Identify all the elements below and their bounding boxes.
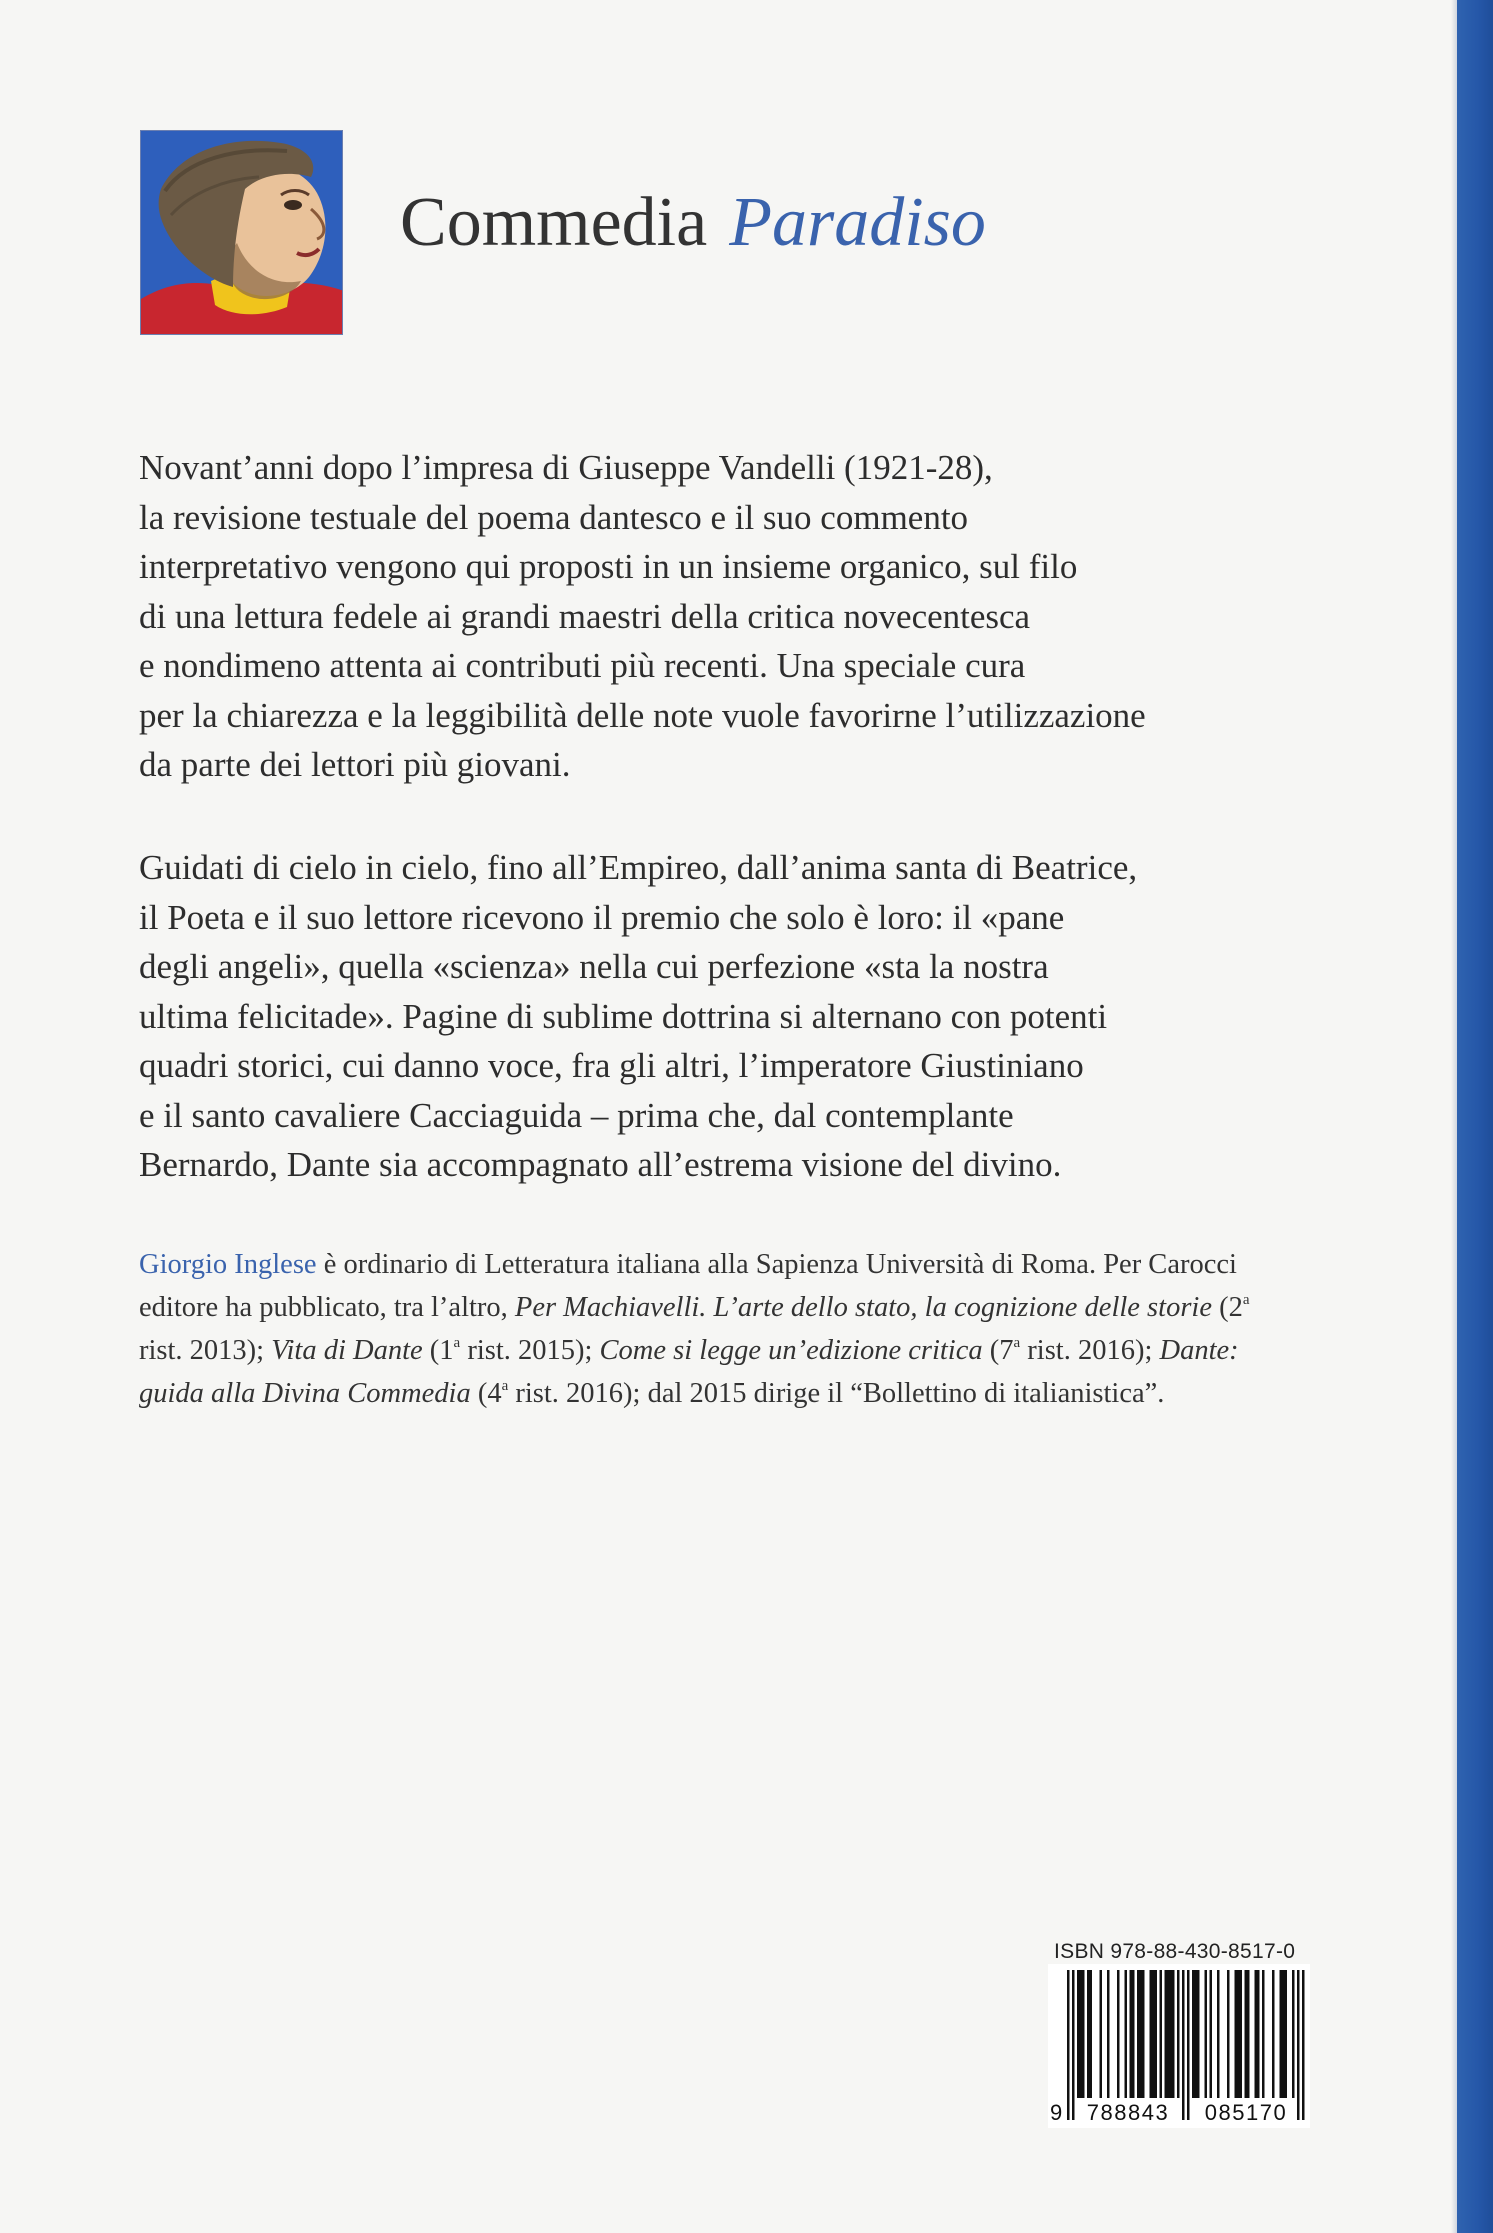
barcode-bar [1072,1970,1075,2120]
barcode-bar [1280,1970,1283,2098]
barcode-bar [1165,1970,1168,2098]
barcode-bar [1100,1970,1103,2098]
edition-superscript: a [1242,1292,1250,1308]
barcode-digit-first: 9 [1050,2100,1063,2125]
synopsis-paragraph-2: Guidati di cielo in cielo, fino all’Empireo, dall’anima santa di Beatrice, il Poeta e il suo lettore ricevono il premio che solo è loro: il «pane degli angeli», quella «scienza» nella cui perfezione «sta la nostra ultima felicitade». Pagine di sublime dottrina si alternano con potenti quadri storici, cui danno voce, fra gli altri, l’imperatore Giustiniano e il santo cavaliere Cacciaguida – prima che, dal contemplante Bernardo, Dante sia accompagnato all’estrema visione del divino. [139,848,1138,1184]
barcode [1048,1964,1310,2128]
bio-text: (4 [470,1378,502,1409]
barcode-bar [1155,1970,1158,2098]
barcode-bar [1205,1970,1208,2098]
barcode-bar [1237,1970,1240,2098]
barcode-bar [1272,1970,1275,2098]
barcode-bar [1255,1970,1258,2098]
barcode-bar [1142,1970,1145,2098]
barcode-bar [1262,1970,1265,2098]
barcode-digits-left: 788843 [1086,2100,1170,2125]
title-subtitle: Paradiso [729,184,986,261]
author-bio [139,1243,1299,1415]
barcode-bar [1117,1970,1120,2098]
barcode-digits-right: 085170 [1204,2100,1288,2125]
barcode-bar [1182,1970,1185,2120]
barcode-bar [1192,1970,1195,2098]
barcode-bar [1257,1970,1260,2098]
barcode-bar [1140,1970,1143,2098]
barcode-bar [1087,1970,1090,2098]
bio-text: è ordinario di Letteratura italiana alla Sapienza Università di Roma. Per Carocci editore ha pubblicato, tra l’altro, [139,1249,1237,1323]
synopsis-paragraph-1: Novant’anni dopo l’impresa di Giuseppe Vandelli (1921-28), la revisione testuale del poema dantesco e il suo commento interpretativo vengono qui proposti in un insieme organico, sul filo di una lettura fedele ai grandi maestri della critica novecentesca e nondimeno attenta ai contributi più recenti. Una speciale cura per la chiarezza e la leggibilità delle note vuole favorirne l’utilizzazione da parte dei lettori più giovani. [139,448,1146,784]
bio-text: (7 [982,1335,1014,1366]
barcode-bar [1187,1970,1190,2120]
title-main: Commedia [400,184,708,261]
bio-text: (1 [422,1335,454,1366]
barcode-bar [1297,1970,1300,2120]
barcode-bar [1285,1970,1288,2098]
barcode-bar [1195,1970,1198,2098]
barcode-bar [1292,1970,1295,2098]
barcode-bar [1240,1970,1243,2098]
barcode-bar [1150,1970,1153,2098]
barcode-bar [1245,1970,1248,2098]
spine-shadow [1451,0,1457,2233]
barcode-bar [1160,1970,1163,2098]
barcode-bar [1197,1970,1200,2098]
barcode-bar [1302,1970,1305,2120]
barcode-bar [1210,1970,1213,2098]
barcode-bar [1282,1970,1285,2098]
barcode-bar [1247,1970,1250,2098]
bio-text: rist. 2013); [139,1335,272,1366]
barcode-bar [1082,1970,1085,2098]
barcode-bar [1217,1970,1220,2098]
barcode-bar [1235,1970,1238,2098]
book-spine-edge [1457,0,1493,2233]
bio-text: rist. 2015); [460,1335,600,1366]
barcode-bar [1125,1970,1128,2098]
barcode-bar [1172,1970,1175,2098]
barcode-bar [1177,1970,1180,2098]
edition-superscript: a [501,1378,509,1394]
barcode-bar [1067,1970,1070,2120]
barcode-bar [1167,1970,1170,2098]
edition-superscript: a [453,1335,461,1351]
work-title: Vita di Dante [271,1335,423,1366]
portrait-illustration [141,131,343,335]
isbn-label: ISBN 978-88-430-8517-0 [1054,1940,1296,1963]
barcode-bar [1107,1970,1110,2098]
barcode-bar [1080,1970,1083,2098]
barcode-bar [1132,1970,1135,2098]
barcode-bar [1227,1970,1230,2098]
book-title [400,184,986,261]
bio-text: rist. 2016); dal 2015 dirige il “Bollettino di italianistica”. [508,1378,1165,1409]
barcode-bar [1152,1970,1155,2098]
barcode-bar [1090,1970,1093,2098]
barcode-bar [1077,1970,1080,2098]
barcode-bar [1137,1970,1140,2098]
work-title: Dante: guida alla Divina Commedia [139,1335,1239,1409]
dante-portrait-image [140,130,343,335]
bio-text: rist. 2016); [1020,1335,1160,1366]
work-title: Come si legge un’edizione critica [599,1335,983,1366]
barcode-bar [1170,1970,1173,2098]
work-title: Per Machiavelli. L’arte dello stato, la cognizione delle storie [514,1292,1212,1323]
author-name: Giorgio Inglese [139,1249,317,1280]
edition-superscript: a [1013,1335,1021,1351]
barcode-bar [1130,1970,1133,2098]
bio-text: (2 [1211,1292,1243,1323]
